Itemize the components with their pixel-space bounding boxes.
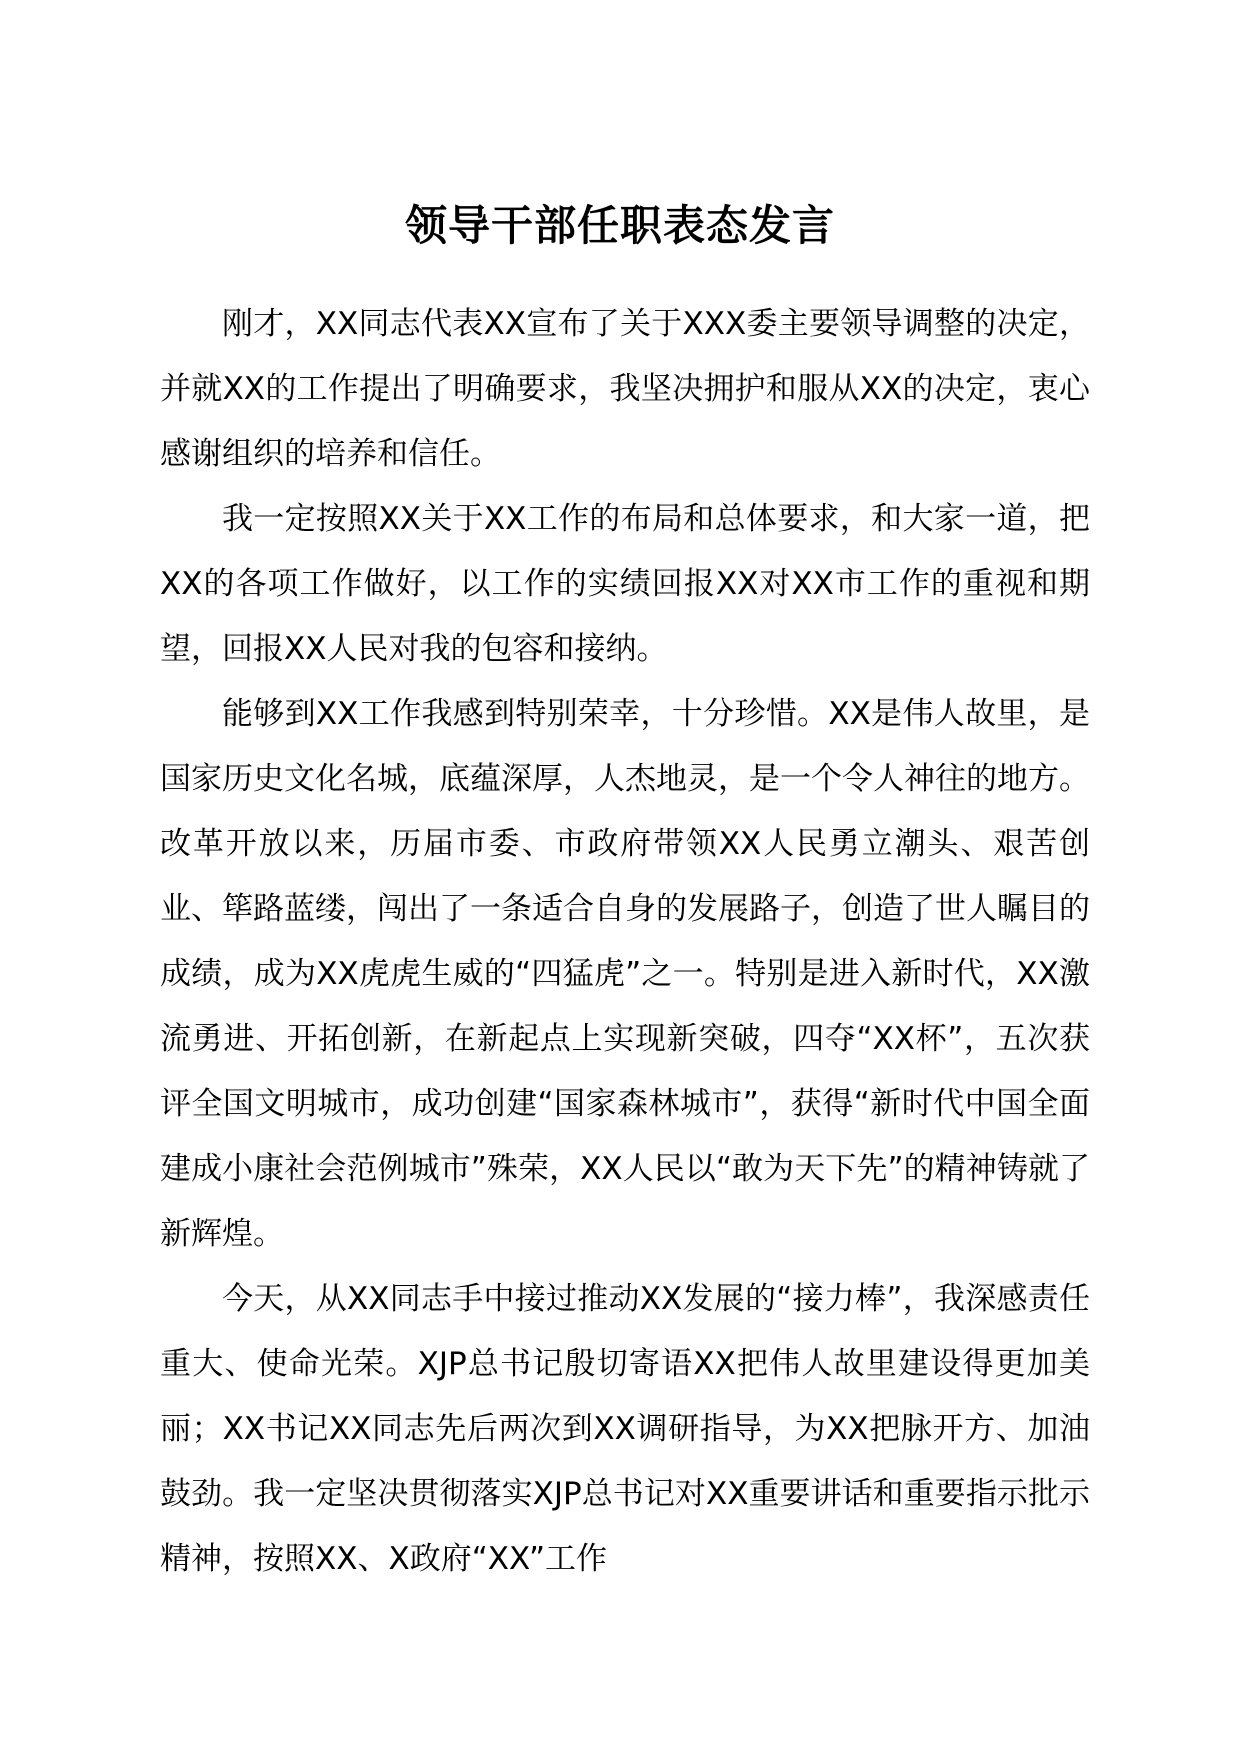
paragraph: 刚才，XX同志代表XX宣布了关于XXX委主要领导调整的决定，并就XX的工作提出了明确要求，我坚决拥护和服从XX的决定，衷心感谢组织的培养和信任。 [160, 306, 1090, 472]
document-title: 领导干部任职表态发言 [404, 201, 835, 250]
paragraph: 我一定按照XX关于XX工作的布局和总体要求，和大家一道，把XX的各项工作做好，以工作的实绩回报XX对XX市工作的重视和期望，回报XX人民对我的包容和接纳。 [160, 501, 1090, 667]
paragraph: 能够到XX工作我感到特别荣幸，十分珍惜。XX是伟人故里，是国家历史文化名城，底蕴深厚，人杰地灵，是一个令人神往的地方。改革开放以来，历届市委、市政府带领XX人民勇立潮头、艰苦创业、筚路蓝缕，闯出了一条适合自身的发展路子，创造了世人瞩目的成绩，成为XX虎虎生威的“四猛虎”之一。特别是进入新时代，XX激流勇进、开拓创新，在新起点上实现新突破，四夺“XX杯”，五次获评全国文明城市，成功创建“国家森林城市”，获得“新时代中国全面建成小康社会范例城市”殊荣，XX人民以“敢为天下先”的精神铸就了新辉煌。 [160, 696, 1090, 1252]
document-body [160, 292, 1090, 1592]
paragraph: 今天，从XX同志手中接过推动XX发展的“接力棒”，我深感责任重大、使命光荣。XJP总书记殷切寄语XX把伟人故里建设得更加美丽；XX书记XX同志先后两次到XX调研指导，为XX把脉开方、加油鼓劲。我一定坚决贯彻落实XJP总书记对XX重要讲话和重要指示批示精神，按照XX、X政府“XX”工作 [160, 1281, 1090, 1577]
